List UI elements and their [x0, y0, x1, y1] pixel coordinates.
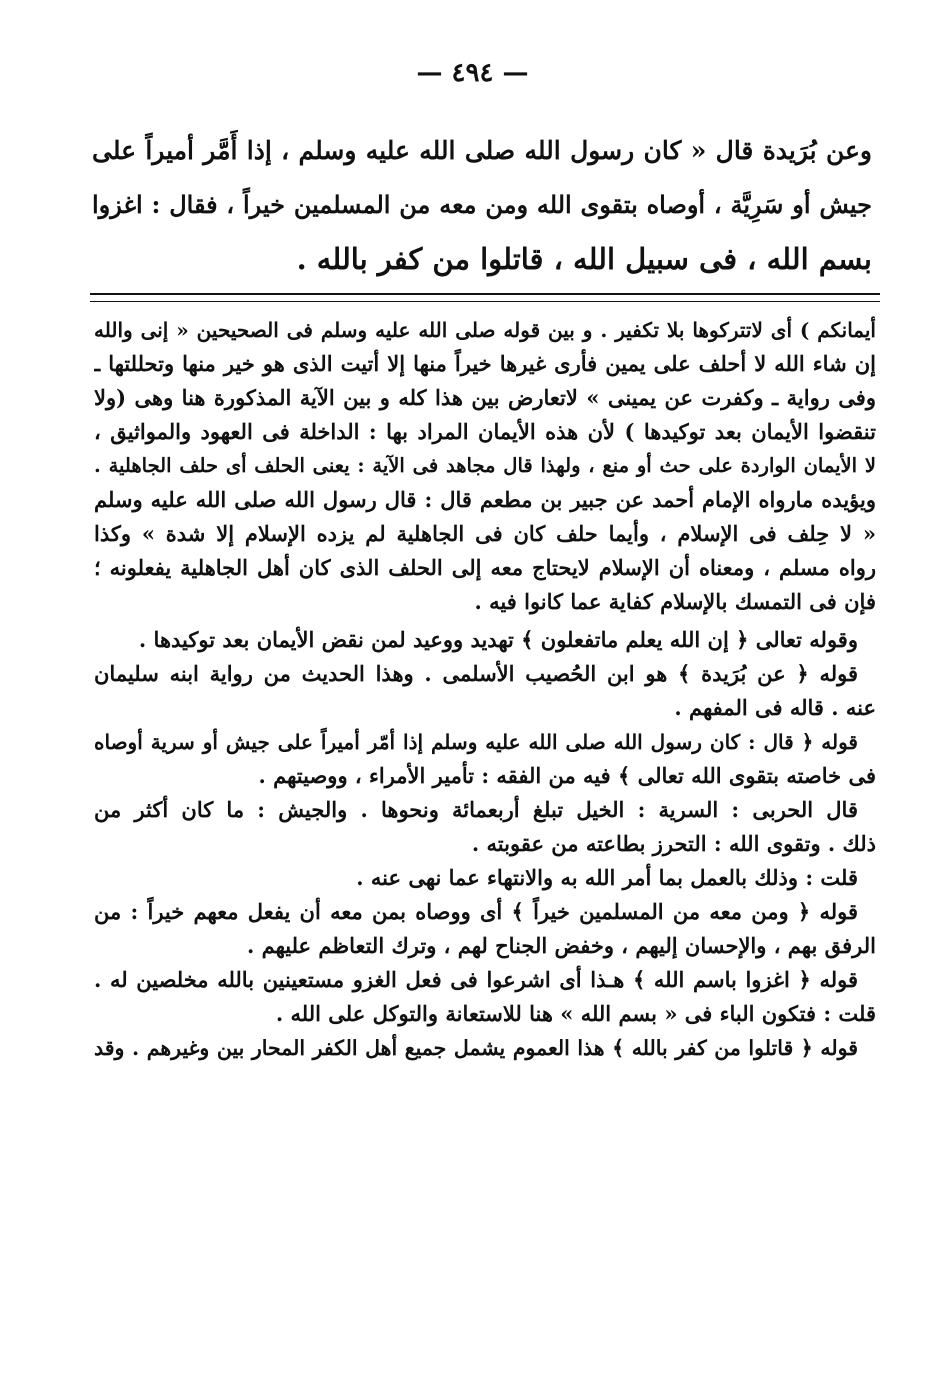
commentary-line: لا الأيمان الواردة على حث أو منع ، ولهذا قال مجاهد فى الآية : يعنى الحلف أى حلف الجاهلية .	[94, 454, 876, 477]
commentary-line: الرفق بهم ، والإحسان إليهم ، وخفض الجناح لهم ، وترك التعاظم عليهم .	[246, 933, 876, 958]
section-divider	[90, 293, 880, 302]
commentary-text-block	[94, 313, 876, 1065]
commentary-line: قوله ﴿ عن بُرَيدة ﴾ هو ابن الحُصيب الأسلمى . وهذا الحديث من رواية ابنه سليمان	[94, 661, 858, 686]
commentary-line: إن شاء الله لا أحلف على يمين فأرى غيرها خيراً منها إلا أتيت الذى هو خير منها وتحللتها ـ	[94, 351, 876, 376]
commentary-line: فى خاصته بتقوى الله تعالى ﴾ فيه من الفقه : تأمير الأمراء ، ووصيتهم .	[258, 763, 876, 788]
page-number: — ٤٩٤ —	[416, 58, 529, 88]
commentary-line: ذلك . وتقوى الله : التحرز بطاعته من عقوبته .	[471, 831, 876, 856]
hadith-line: جيش أو سَرِيَّة ، أوصاه بتقوى الله ومن معه من المسلمين خيراً ، فقال : اغزوا	[92, 190, 872, 219]
commentary-line: وقوله تعالى ﴿ إن الله يعلم ماتفعلون ﴾ تهديد ووعيد لمن نقض الأيمان بعد توكيدها .	[138, 627, 858, 652]
commentary-line: ويؤيده مارواه الإمام أحمد عن جبير بن مطعم قال : قال رسول الله صلى الله عليه وسلم	[94, 487, 876, 512]
commentary-line: تنقضوا الأيمان بعد توكيدها ) لأن هذه الأيمان المراد بها : الداخلة فى العهود والمواثيق ،	[94, 419, 876, 444]
hadith-line: بسم الله ، فى سبيل الله ، قاتلوا من كفر بالله .	[296, 242, 872, 276]
commentary-line: رواه مسلم ، ومعناه أن الإسلام لايحتاج معه إلى الحلف الذى كان أهل الجاهلية يفعلونه ؛	[94, 555, 876, 580]
commentary-line: قال الحربى : السرية : الخيل تبلغ أربعمائة ونحوها . والجيش : ما كان أكثر من	[94, 797, 858, 822]
commentary-line: أيمانكم ) أى لاتتركوها بلا تكفير . و بين قوله صلى الله عليه وسلم فى الصحيحين « إنى والله	[94, 318, 876, 342]
commentary-line: عنه . قاله فى المفهم .	[674, 695, 876, 720]
commentary-line: قلت : وذلك بالعمل بما أمر الله به والانتهاء عما نهى عنه .	[356, 865, 858, 890]
commentary-line: قوله ﴿ قاتلوا من كفر بالله ﴾ هذا العموم يشمل جميع أهل الكفر المحار بين وغيرهم . وقد	[94, 1036, 858, 1060]
hadith-line: وعن بُرَيدة قال « كان رسول الله صلى الله عليه وسلم ، إذا أَمَّر أميراً على	[92, 136, 872, 165]
commentary-line: فإن فى التمسك بالإسلام كفاية عما كانوا فيه .	[474, 589, 876, 614]
commentary-line: قوله ﴿ ومن معه من المسلمين خيراً ﴾ أى ووصاه بمن معه أن يفعل معهم خيراً : من	[94, 899, 858, 924]
commentary-line: قلت : فتكون الباء فى « بسم الله » هنا للاستعانة والتوكل على الله .	[275, 1001, 876, 1026]
commentary-line: قوله ﴿ قال : كان رسول الله صلى الله عليه وسلم إذا أمّر أميراً على جيش أو سرية أوصاه	[94, 730, 858, 754]
commentary-line: وفى رواية ـ وكفرت عن يمينى » لاتعارض بين هذا كله و بين الآية المذكورة هنا وهى (ولا	[94, 385, 876, 410]
hadith-text-block	[92, 124, 872, 286]
commentary-line: « لا حِلف فى الإسلام ، وأيما حلف كان فى الجاهلية لم يزده الإسلام إلا شدة » وكذا	[94, 521, 876, 546]
commentary-line: قوله ﴿ اغزوا باسم الله ﴾ هـذا أى اشرعوا فى فعل الغزو مستعينين بالله مخلصين له .	[94, 967, 858, 992]
